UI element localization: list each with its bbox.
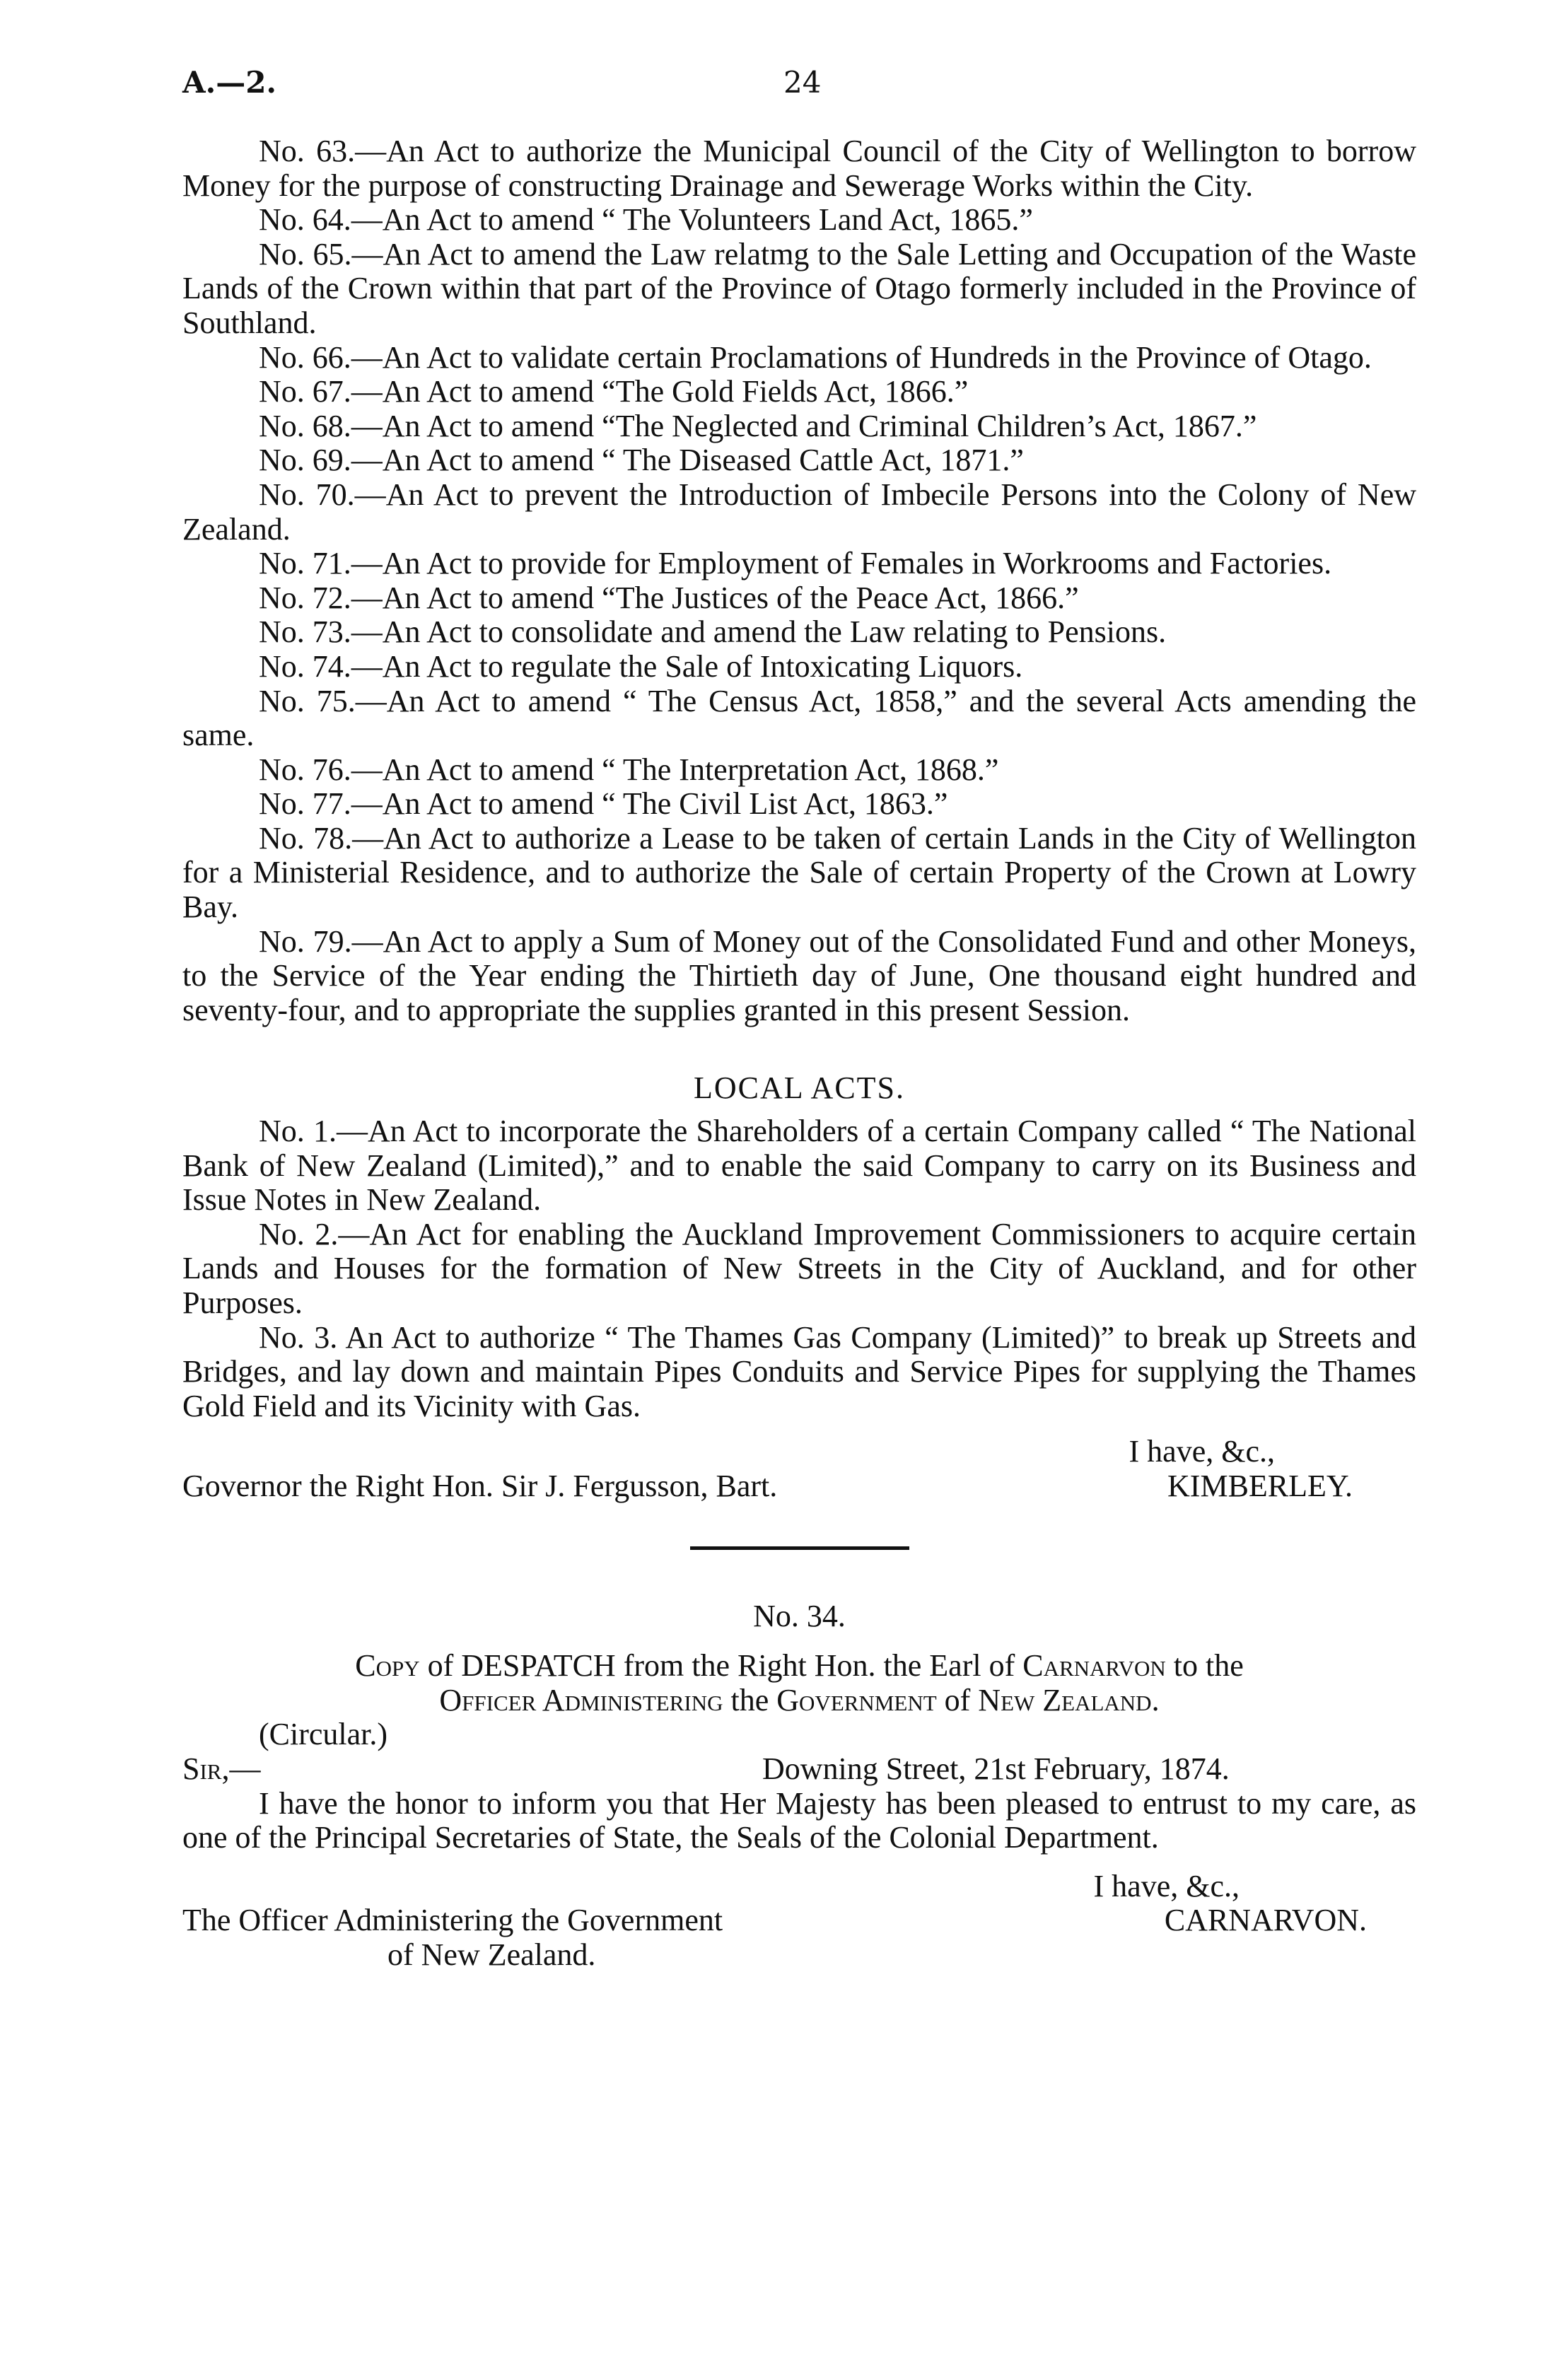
- heading-text: of: [944, 1682, 971, 1717]
- section-divider: [690, 1546, 909, 1550]
- heading-copy: Copy: [355, 1648, 420, 1684]
- despatch-heading-line2: [182, 1684, 1416, 1718]
- act-item: No. 64.—An Act to amend “ The Volunteers Land Act, 1865.”: [259, 202, 1033, 238]
- act-item: No. 72.—An Act to amend “The Justices of the Peace Act, 1866.”: [259, 580, 1079, 615]
- act-item: No. 66.—An Act to validate certain Proclamations of Hundreds in the Province of Otago.: [259, 339, 1372, 375]
- closing-line: I have, &c.,: [1129, 1434, 1275, 1469]
- heading-earl: Carnarvon: [1022, 1648, 1166, 1684]
- circular-label: (Circular.): [259, 1717, 388, 1752]
- local-act-item: No. 1.—An Act to incorporate the Shareholders of a certain Company called “ The National Bank of New Zealand (Limited),” and to enable the said Company to carry on its Business and Issue Notes in New Zealand.: [182, 1114, 1416, 1218]
- salutation-row: [182, 1752, 1416, 1787]
- series-label: A.—2.: [182, 65, 277, 100]
- heading-officer: Officer Administering: [439, 1682, 723, 1717]
- heading-text: of DESPATCH from the Right Hon. the Earl of: [427, 1648, 1015, 1684]
- act-item: No. 69.—An Act to amend “ The Diseased Cattle Act, 1871.”: [259, 443, 1024, 478]
- act-item: No. 73.—An Act to consolidate and amend the Law relating to Pensions.: [259, 614, 1167, 650]
- heading-colony: New Zealand.: [978, 1682, 1160, 1717]
- dateline: Downing Street, 21st February, 1874.: [762, 1751, 1230, 1786]
- despatch-addressee-line2: of New Zealand.: [387, 1937, 596, 1972]
- despatch-number: No. 34.: [753, 1598, 846, 1633]
- act-item: No. 78.—An Act to authorize a Lease to be taken of certain Lands in the City of Wellington for a Ministerial Residence, and to authorize the Sale of certain Property of the Crown at Lowry Bay.: [182, 820, 1416, 925]
- act-item: No. 71.—An Act to provide for Employment of Females in Workrooms and Factories.: [259, 546, 1332, 581]
- addressee: Governor the Right Hon. Sir J. Fergusson, Bart.: [182, 1468, 778, 1503]
- signature-row: [182, 1469, 1416, 1504]
- local-acts-heading: LOCAL ACTS.: [693, 1071, 906, 1106]
- act-item: No. 63.—An Act to authorize the Municipal Council of the City of Wellington to borrow Money for the purpose of constructing Drainage and Sewerage Works within the City.: [182, 134, 1416, 203]
- despatch-signature: CARNARVON.: [1164, 1903, 1367, 1938]
- act-item: No. 67.—An Act to amend “The Gold Fields Act, 1866.”: [259, 374, 969, 409]
- despatch-heading-line1: [182, 1649, 1416, 1684]
- act-item: No. 65.—An Act to amend the Law relatmg to the Sale Letting and Occupation of the Waste Lands of the Crown within that part of the Province of Otago formerly included in the Province of Southland.: [182, 236, 1416, 340]
- local-act-item: No. 2.—An Act for enabling the Auckland Improvement Commissioners to acquire certain Lands and Houses for the formation of New Streets in the City of Auckland, and for other Purposes.: [182, 1216, 1416, 1320]
- act-item: No. 79.—An Act to apply a Sum of Money out of the Consolidated Fund and other Moneys, to the Service of the Year ending the Thirtieth day of June, One thousand eight hundred and seventy-four, and to appropriate the supplies granted in this present Session.: [182, 923, 1416, 1027]
- salutation: Sir,—: [182, 1751, 261, 1786]
- act-item: No. 76.—An Act to amend “ The Interpretation Act, 1868.”: [259, 752, 999, 787]
- act-item: No. 77.—An Act to amend “ The Civil List Act, 1863.”: [259, 786, 948, 822]
- heading-text: the: [730, 1682, 769, 1717]
- local-acts-list: [182, 1114, 1416, 1423]
- act-item: No. 75.—An Act to amend “ The Census Act, 1858,” and the several Acts amending the same.: [182, 683, 1416, 753]
- acts-list: [182, 134, 1416, 1027]
- despatch-body: I have the honor to inform you that Her Majesty has been pleased to entrust to my care, as one of the Principal Secretaries of State, the Seals of the Colonial Department.: [182, 1785, 1416, 1855]
- page-number: 24: [783, 65, 822, 100]
- despatch-closing: I have, &c.,: [1093, 1868, 1240, 1903]
- despatch-signature-row: [182, 1903, 1416, 1938]
- document-body: [182, 134, 1416, 1973]
- heading-government: Government: [776, 1682, 937, 1717]
- local-act-item: No. 3. An Act to authorize “ The Thames Gas Company (Limited)” to break up Streets and Bridges, and lay down and maintain Pipes Conduits and Service Pipes for supplying the Thames Gold Field and its Vicinity with Gas.: [182, 1319, 1416, 1423]
- act-item: No. 74.—An Act to regulate the Sale of Intoxicating Liquors.: [259, 648, 1023, 684]
- signature: KIMBERLEY.: [1167, 1468, 1353, 1503]
- heading-text: to the: [1173, 1648, 1244, 1684]
- act-item: No. 68.—An Act to amend “The Neglected and Criminal Children’s Act, 1867.”: [259, 408, 1257, 443]
- despatch-addressee: The Officer Administering the Government: [182, 1903, 723, 1938]
- act-item: No. 70.—An Act to prevent the Introduction of Imbecile Persons into the Colony of New Zealand.: [182, 477, 1416, 547]
